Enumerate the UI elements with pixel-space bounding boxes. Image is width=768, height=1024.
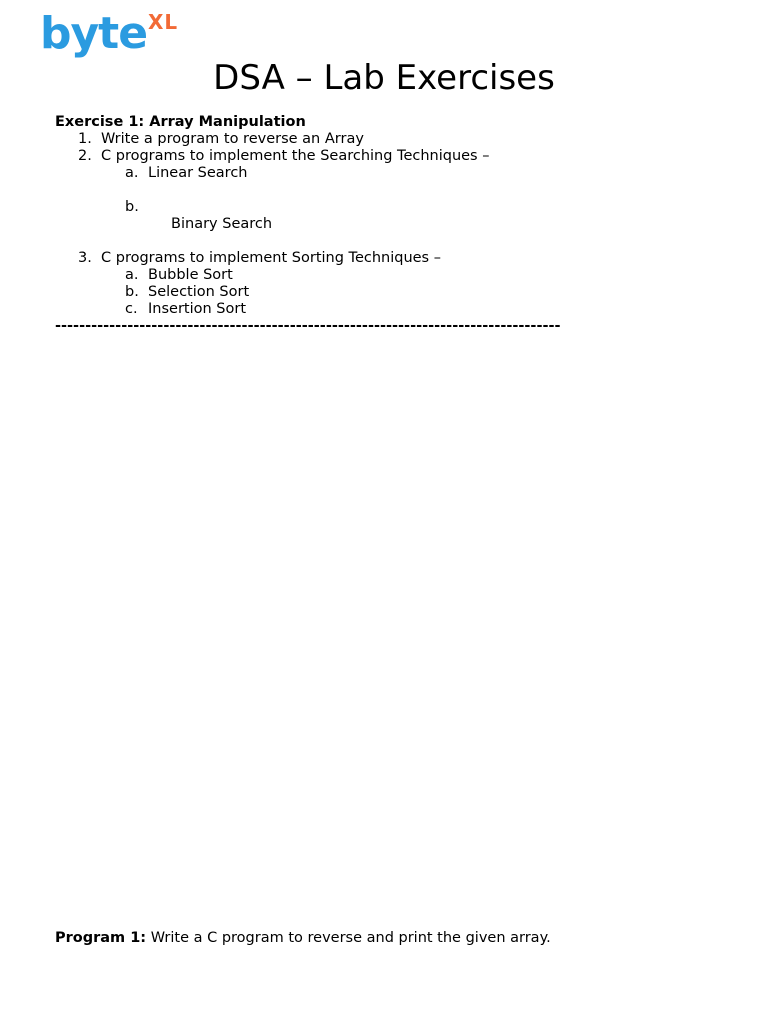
list-item-text: Selection Sort [148,284,250,300]
list-marker: 2. [78,148,92,164]
list-item-text: Binary Search [166,216,273,232]
list-marker: 1. [78,131,92,147]
list-marker: a. [125,267,139,283]
logo-superscript: XL [148,10,179,34]
list-marker: a. [125,165,139,181]
list-item-text: Insertion Sort [148,301,247,317]
list-item-text: Linear Search [148,165,248,181]
sub-list-item [55,301,735,318]
separator-line: ------------------------------------------------------------------------------------ [55,318,561,334]
list-marker: 3. [78,250,92,266]
program-statement [55,929,551,947]
list-item [55,148,735,165]
program-text: Write a C program to reverse and print the given array. [146,930,551,946]
sub-list-item [55,165,735,182]
sub-list-item [55,284,735,301]
list-item-text: C programs to implement the Searching Techniques – [101,148,490,164]
list-item-text: Write a program to reverse an Array [101,131,364,147]
logo-wordmark: byte [40,8,148,59]
sub-list-item [55,267,735,284]
exercise-heading: Exercise 1: Array Manipulation [55,114,306,130]
exercise-section [55,114,735,335]
list-marker: c. [125,301,138,317]
page-title: DSA – Lab Exercises [213,58,555,98]
list-item [55,131,735,148]
list-item-text: Bubble Sort [148,267,233,283]
list-marker: b. [125,284,139,300]
list-item [55,250,735,267]
list-marker: b. [125,199,139,215]
program-label: Program 1: [55,930,147,946]
sub-list-item [55,182,735,250]
list-item-text: C programs to implement Sorting Techniques – [101,250,441,266]
